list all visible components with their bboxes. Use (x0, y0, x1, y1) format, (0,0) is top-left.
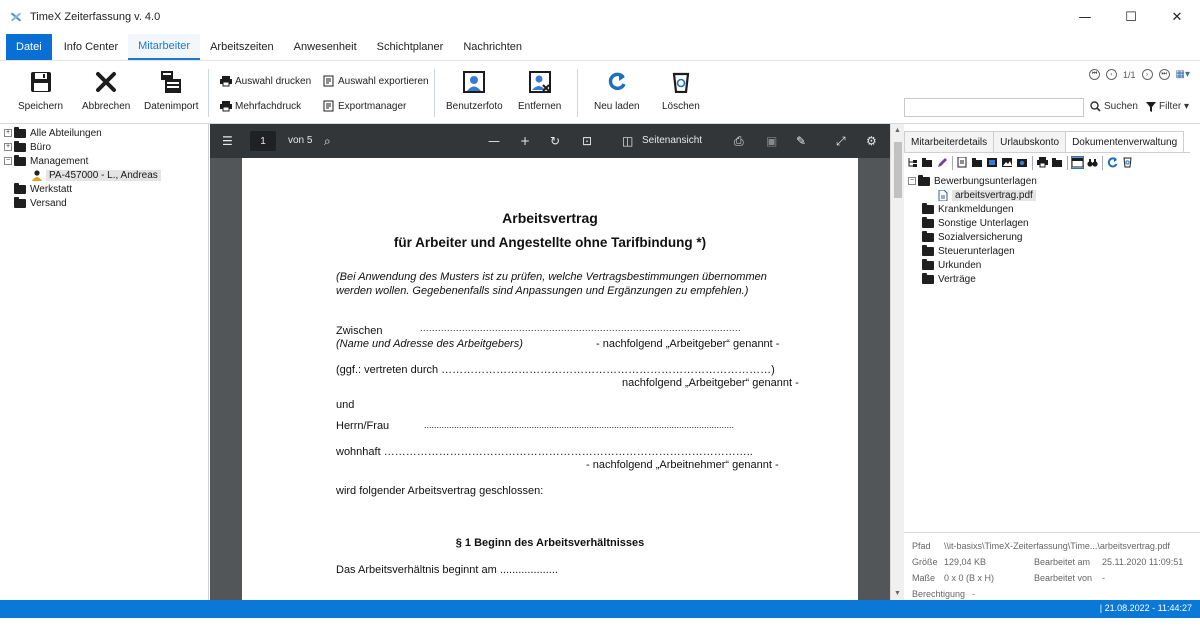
zoom-out-icon[interactable]: — (488, 134, 500, 148)
meta-size-label: Größe (912, 557, 938, 567)
folder-icon (14, 129, 26, 138)
remove-photo-button[interactable] (518, 69, 561, 112)
folder-icon (14, 143, 26, 152)
toolbar-separator (1032, 156, 1033, 170)
doc-folder-label: Bewerbungsunterlagen (934, 175, 1037, 187)
printer-icon[interactable] (1037, 157, 1048, 168)
tab-urlaubskonto[interactable]: Urlaubskonto (993, 131, 1066, 152)
print-selection-label: Auswahl drucken (235, 75, 312, 87)
camera-icon[interactable] (1017, 157, 1028, 168)
magnifier-icon (1090, 101, 1101, 112)
doc-name-address: (Name und Adresse des Arbeitgebers) (336, 338, 523, 350)
meta-permission-label: Berechtigung (912, 589, 966, 599)
folder-icon (14, 185, 26, 194)
tree-item-label: Alle Abteilungen (30, 127, 102, 139)
multi-print-label: Mehrfachdruck (235, 100, 302, 112)
export-document-icon (323, 100, 335, 112)
print-selection-button[interactable] (220, 75, 311, 87)
doc-represented: (ggf.: vertreten durch ………………………………………………………………………………) (336, 364, 775, 376)
tree-item-buero[interactable] (0, 140, 208, 154)
remove-photo-icon (527, 69, 553, 95)
page-total: von 5 (288, 135, 313, 146)
image-icon[interactable] (1002, 157, 1013, 168)
search-input[interactable] (904, 98, 1084, 117)
doc-folder-label: Sonstige Unterlagen (938, 217, 1029, 229)
pager-text: 1/1 (1123, 69, 1136, 80)
doc-title: Arbeitsvertrag (502, 210, 598, 226)
menu-bar (0, 34, 1200, 60)
fit-page-icon[interactable]: ⊡ (582, 134, 593, 148)
multi-print-button[interactable] (220, 100, 301, 112)
doc-folder-vertraege[interactable] (908, 272, 1188, 286)
save-edit-icon[interactable]: ✎ (796, 134, 807, 148)
page-view-label[interactable]: Seitenansicht (642, 135, 703, 146)
reload-label: Neu laden (594, 101, 640, 112)
scrollbar-thumb[interactable] (894, 142, 902, 198)
settings-gear-icon[interactable]: ⚙ (866, 134, 877, 148)
app-logo-icon (8, 9, 24, 25)
preview-toggle-icon[interactable] (1072, 157, 1083, 168)
first-record-icon[interactable]: ⏮ (1089, 69, 1100, 80)
doc-folder-label: Sozialversicherung (938, 231, 1023, 243)
export-selection-button[interactable] (323, 75, 429, 87)
document-tree (908, 174, 1188, 286)
meta-path-value: \\it-basixs\TimeX-Zeiterfassung\Time...\arbeitsvertrag.pdf (944, 541, 1170, 551)
filter-label: Filter ▾ (1159, 101, 1190, 112)
save-label: Speichern (18, 101, 64, 112)
doc-folder-steuerunterlagen[interactable] (908, 244, 1188, 258)
meta-dims-value: 0 x 0 (B x H) (944, 573, 995, 583)
meta-edited-value: 25.11.2020 11:09:51 (1102, 557, 1184, 567)
doc-employer-designation-2: nachfolgend „Arbeitgeber“ genannt - (622, 377, 799, 389)
tab-anwesenheit[interactable]: Anwesenheit (293, 41, 357, 53)
pdf-toolbar (210, 124, 890, 158)
doc-zwischen: Zwischen (336, 325, 383, 337)
details-panel (904, 124, 1200, 600)
tab-arbeitszeiten[interactable]: Arbeitszeiten (210, 41, 274, 53)
cancel-button[interactable] (82, 69, 130, 112)
delete-button[interactable] (662, 69, 700, 112)
toolbar-separator (1102, 156, 1103, 170)
title-bar (0, 0, 1200, 34)
doc-dotted-line: ............................................................................................................................ (424, 420, 735, 430)
pencil-icon[interactable] (937, 157, 948, 168)
save-button[interactable] (18, 69, 63, 112)
pdf-page (242, 158, 858, 600)
tree-item-werkstatt[interactable] (0, 182, 208, 196)
folder-icon (922, 205, 934, 214)
record-pager (1089, 69, 1190, 80)
person-icon (32, 170, 42, 181)
toolbar-separator (952, 156, 953, 170)
tree-item-label: Büro (30, 141, 52, 153)
expand-icon[interactable]: + (5, 143, 11, 150)
trash-icon[interactable] (1122, 157, 1133, 168)
details-tabs (904, 131, 1183, 152)
doc-employee-designation: - nachfolgend „Arbeitnehmer“ genannt - (586, 459, 779, 471)
folder-icon (922, 261, 934, 270)
folder-icon (922, 233, 934, 242)
tree-item-alle-abteilungen[interactable] (0, 126, 208, 140)
tab-mitarbeiterdetails[interactable]: Mitarbeiterdetails (904, 131, 994, 152)
doc-und: und (336, 399, 355, 411)
collapse-icon[interactable]: − (909, 177, 915, 184)
doc-folder-label: Steuerunterlagen (938, 245, 1015, 257)
remove-photo-label: Entfernen (518, 101, 562, 112)
last-record-icon[interactable]: ⏭ (1159, 69, 1170, 80)
meta-editor-value: - (1102, 573, 1105, 583)
user-photo-icon (461, 69, 487, 95)
tree-item-label: Versand (30, 197, 67, 209)
doc-herr-frau: Herrn/Frau (336, 420, 390, 432)
window-title: TimeX Zeiterfassung v. 4.0 (30, 11, 161, 23)
search-label: Suchen (1104, 101, 1138, 112)
minimize-button[interactable]: — (1078, 9, 1092, 25)
reload-button[interactable] (594, 69, 640, 112)
layout-dropdown-icon[interactable]: ▦▾ (1175, 69, 1190, 80)
tree-item-versand[interactable] (0, 196, 208, 210)
next-record-icon[interactable]: › (1142, 69, 1153, 80)
document-toolbar (904, 152, 1190, 172)
save-disabled-icon: ▣ (766, 134, 778, 148)
search-button[interactable] (1090, 101, 1138, 112)
doc-file-label: arbeitsvertrag.pdf (952, 190, 1036, 201)
search-icon[interactable]: ⌕ (324, 134, 331, 148)
tab-dokumentenverwaltung[interactable]: Dokumentenverwaltung (1065, 131, 1184, 153)
tree-view-icon[interactable] (907, 157, 918, 168)
binoculars-icon[interactable] (1087, 157, 1098, 168)
doc-folder-bewerbungsunterlagen[interactable] (908, 174, 1188, 188)
doc-folder-sozialversicherung[interactable] (908, 230, 1188, 244)
expand-icon[interactable]: + (5, 129, 11, 136)
import-button[interactable] (144, 69, 198, 112)
ribbon-separator (208, 69, 209, 117)
doc-contract-concluded: wird folgender Arbeitsvertrag geschlossen: (336, 485, 544, 497)
doc-folder-label: Urkunden (938, 259, 982, 271)
reload-icon (604, 69, 630, 95)
zoom-in-icon[interactable]: + (520, 134, 531, 148)
collapse-icon[interactable]: − (5, 157, 11, 164)
refresh-icon[interactable] (1107, 157, 1118, 168)
scroll-up-icon[interactable]: ▲ (894, 127, 901, 134)
cross-icon (93, 69, 119, 95)
close-button[interactable]: ✕ (1171, 9, 1183, 25)
folder-icon (922, 219, 934, 228)
doc-folder-urkunden[interactable] (908, 258, 1188, 272)
pdf-viewport[interactable] (210, 158, 890, 600)
meta-size-value: 129,04 KB (944, 557, 987, 567)
user-photo-button[interactable] (446, 69, 503, 112)
doc-folder-label: Verträge (938, 273, 976, 285)
export-manager-button[interactable] (323, 100, 406, 112)
doc-note-line1: (Bei Anwendung des Musters ist zu prüfen, welche Vertragsbestimmungen übernommen (336, 271, 767, 283)
ribbon-separator (434, 69, 435, 117)
doc-dotted-line: ........................................................................................................... (420, 323, 742, 333)
data-import-icon (158, 69, 184, 95)
outline-icon[interactable]: ☰ (222, 134, 233, 148)
tree-item-label: Management (30, 155, 89, 167)
funnel-icon (1146, 102, 1156, 112)
folder-icon (14, 199, 26, 208)
tab-schichtplaner[interactable]: Schichtplaner (376, 41, 444, 53)
rotate-icon[interactable]: ↻ (550, 134, 561, 148)
printer-icon[interactable]: ⎙ (734, 134, 744, 148)
new-document-icon[interactable] (957, 157, 968, 168)
printer-icon (220, 100, 232, 112)
meta-permission-value: - (972, 589, 975, 599)
meta-dims-label: Maße (912, 573, 936, 583)
doc-wohnhaft: wohnhaft ……………………………………………………………………………………….. (336, 446, 753, 458)
doc-folder-label: Krankmeldungen (938, 203, 1014, 215)
export-document-icon (323, 75, 335, 87)
new-folder-icon[interactable] (922, 157, 933, 168)
doc-folder-krankmeldungen[interactable] (908, 202, 1188, 216)
pdf-scrollbar[interactable] (890, 124, 904, 600)
previous-record-icon[interactable]: ‹ (1106, 69, 1117, 80)
tab-info-center[interactable]: Info Center (63, 41, 119, 53)
trash-icon (668, 69, 694, 95)
ribbon-separator (577, 69, 578, 117)
pdf-file-icon (938, 190, 948, 201)
import-label: Datenimport (144, 101, 199, 112)
maximize-button[interactable]: ☐ (1125, 9, 1137, 25)
file-metadata (904, 532, 1200, 600)
floppy-disk-icon (28, 69, 54, 95)
status-datetime: | 21.08.2022 - 11:44:27 (1099, 603, 1192, 613)
page-view-icon[interactable]: ◫ (622, 134, 634, 148)
status-bar (0, 600, 1200, 618)
doc-file-arbeitsvertrag[interactable] (908, 188, 1188, 202)
tab-datei[interactable]: Datei (6, 34, 52, 60)
tab-mitarbeiter[interactable]: Mitarbeiter (128, 34, 200, 60)
doc-employer-designation: - nachfolgend „Arbeitgeber“ genannt - (596, 338, 780, 350)
user-photo-label: Benutzerfoto (446, 101, 503, 112)
window-controls (1062, 0, 1200, 34)
meta-editor-label: Bearbeitet von (1034, 573, 1093, 583)
tree-item-employee[interactable] (0, 168, 208, 182)
meta-path-label: Pfad (912, 541, 931, 551)
open-folder-icon (918, 177, 930, 186)
filter-button[interactable] (1146, 101, 1189, 112)
delete-label: Löschen (662, 101, 700, 112)
tab-nachrichten[interactable]: Nachrichten (463, 41, 523, 53)
folder-export-icon[interactable] (1052, 157, 1063, 168)
department-tree (0, 124, 209, 600)
export-manager-label: Exportmanager (338, 100, 407, 112)
tree-item-label: PA-457000 - L., Andreas (46, 170, 161, 181)
scroll-down-icon[interactable]: ▼ (894, 590, 901, 597)
open-folder-icon (14, 157, 26, 166)
doc-folder-sonstige-unterlagen[interactable] (908, 216, 1188, 230)
folder-icon (922, 247, 934, 256)
tree-item-management[interactable] (0, 154, 208, 168)
scanner-icon[interactable] (987, 157, 998, 168)
fullscreen-icon[interactable]: ⤢ (836, 134, 846, 148)
open-folder-icon[interactable] (972, 157, 983, 168)
doc-start-date: Das Arbeitsverhältnis beginnt am ................... (336, 564, 558, 576)
doc-section-heading: § 1 Beginn des Arbeitsverhältnisses (455, 537, 645, 549)
meta-edited-label: Bearbeitet am (1034, 557, 1091, 567)
window-bottom-edge (0, 618, 1200, 628)
cancel-label: Abbrechen (82, 101, 131, 112)
printer-icon (220, 75, 232, 87)
tree-item-label: Werkstatt (30, 183, 73, 195)
export-selection-label: Auswahl exportieren (338, 75, 429, 87)
doc-note-line2: werden wollen. Gegebenenfalls sind Anpassungen und Ergänzungen zu empfehlen.) (336, 285, 749, 297)
page-number-input[interactable]: 1 (250, 131, 276, 151)
folder-icon (922, 275, 934, 284)
ribbon (0, 60, 1200, 124)
toolbar-separator (1067, 156, 1068, 170)
doc-subtitle: für Arbeiter und Angestellte ohne Tarifbindung *) (393, 235, 707, 250)
